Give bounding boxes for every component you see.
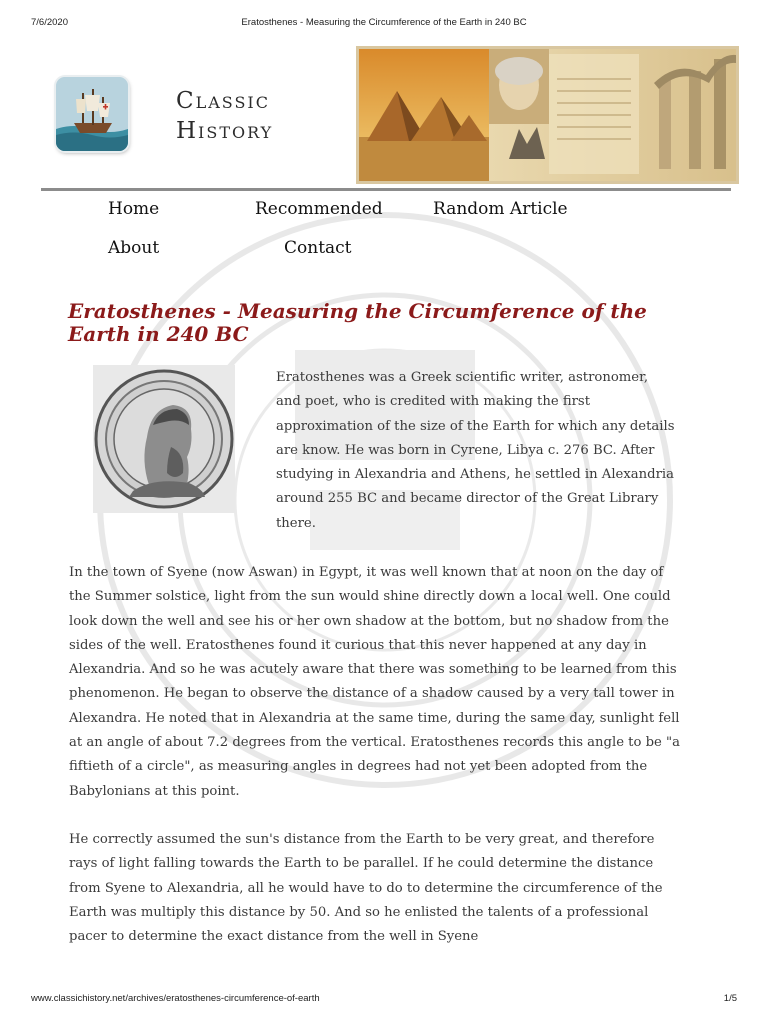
- site-title[interactable]: [176, 86, 326, 146]
- header-divider: [41, 188, 731, 191]
- portrait-medallion-icon: [93, 365, 235, 513]
- article-title: Eratosthenes - Measuring the Circumference of the Earth in 240 BC: [68, 299, 647, 346]
- nav-home[interactable]: Home: [108, 199, 160, 219]
- header-banner: [356, 46, 739, 184]
- body-paragraph-1: In the town of Syene (now Aswan) in Egypt, it was well known that at noon on the day of the Summer solstice, light from the sun would shine directly down a local well. One could look down the well and see his or her own shadow at the bottom, but no shadow from the sides of the well. Eratosthenes found it curious that this never happened at any day in Alexandria. And so he was acutely aware that there was something to be learned from this phenomenon. He began to observe the distance of a shadow caused by a very tall tower in Alexandra. He noted that in Alexandria at the same time, during the same day, sunlight fell at an angle of about 7.2 degrees from the vertical. Eratosthenes records this angle to be "a fiftieth of a circle", as measuring angles in degrees had not yet been adopted from the Babylonians at this point.: [69, 565, 680, 799]
- site-title-line2: History: [176, 118, 274, 144]
- print-url: www.classichistory.net/archives/eratosthenes-circumference-of-earth: [31, 993, 320, 1004]
- nav-random-article[interactable]: Random Article: [433, 199, 568, 219]
- print-header: [0, 17, 768, 31]
- print-footer: [0, 993, 768, 1007]
- site-title-line1: Classic: [176, 88, 270, 114]
- eratosthenes-portrait: [93, 365, 235, 513]
- ship-icon: [56, 77, 128, 151]
- page-number: 1/5: [723, 993, 737, 1004]
- intro-paragraph: Eratosthenes was a Greek scientific writer, astronomer, and poet, who is credited with making the first approximation of the size of the Earth for which any details are know. He was born in Cyrene, Libya c. 276 BC. After studying in Alexandria and Athens, he settled in Alexandria around 255 BC and became director of the Great Library there.: [276, 370, 675, 531]
- body-paragraph-2: He correctly assumed the sun's distance from the Earth to be very great, and therefore rays of light falling towards the Earth to be parallel. If he could determine the distance from Syene to Alexandria, all he would have to do to determine the circumference of the Earth was multiply this distance by 50. And so he enlisted the talents of a professional pacer to determine the exact distance from the well in Syene: [69, 832, 663, 945]
- print-date: 7/6/2020: [31, 17, 68, 28]
- nav-recommended[interactable]: Recommended: [255, 199, 383, 219]
- print-page-title: Eratosthenes - Measuring the Circumference of the Earth in 240 BC: [241, 17, 527, 28]
- pyramids-collage-image: [359, 49, 736, 181]
- site-logo[interactable]: [56, 77, 128, 151]
- nav-contact[interactable]: Contact: [284, 238, 352, 258]
- nav-about[interactable]: About: [108, 238, 160, 258]
